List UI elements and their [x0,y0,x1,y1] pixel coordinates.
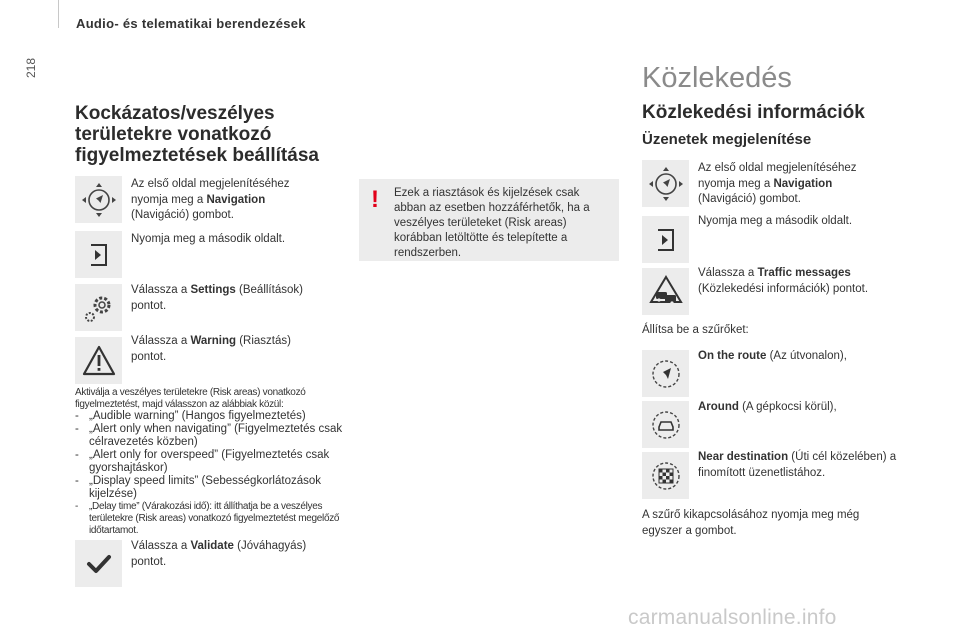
validate-step: Válassza a Validate (Jóváhagyás) pontot. [131,540,307,568]
closing-text: A szűrő kikapcsolásához nyomja meg még egyszer a gombot. [642,509,860,537]
navigation-icon [79,180,119,220]
warning-tile [75,337,122,384]
right-step-2: Nyomja meg a második oldalt. [698,215,853,227]
left-step-2: Nyomja meg a második oldalt. [131,233,286,245]
left-heading: Kockázatos/veszélyes területekre vonatkozó figyelmeztetések beállítása [75,103,319,166]
route-filter-icon [649,357,683,391]
left-step-4: Válassza a Warning (Riasztás) pontot. [131,335,291,363]
checkered-flag-icon [649,459,683,493]
filter-around: Around (A gépkocsi körül), [698,401,837,413]
warning-note-text: Ezek a riasztások és kijelzések csak abban az esetben hozzáférhetők, ha a veszélyes területeket (Risk areas) korábban letöltötte és telepítette a rendszerben. [394,187,590,259]
validate-tile [75,540,122,587]
options-intro: Aktiválja a veszélyes területekre (Risk areas) vonatkozó figyelmeztetést, majd válasszon az alábbiak közül: [75,387,306,410]
filter-around-tile [642,401,689,448]
list-item: - „Alert only when navigating” (Figyelmeztetés csak célravezetés közben) [75,423,343,448]
page-number: 218 [24,57,38,78]
right-heading: Közlekedési információk [642,102,865,123]
left-step-3: Válassza a Settings (Beállítások) pontot. [131,284,303,312]
filter-destination-tile [642,452,689,499]
list-item: - „Display speed limits” (Sebességkorlátozások kijelzése) [75,475,322,500]
next-page-tile-right [642,216,689,263]
list-item: - „Delay time” (Várakozási idő): itt állíthatja be a veszélyes területekre (Risk areas) vonatkozó figyelmeztetést megelőző időtartamot. [75,501,340,536]
next-page-icon [651,225,681,255]
settings-gear-icon [81,290,117,326]
left-step-1: Az első oldal megjelenítéséhez nyomja meg a Navigation (Navigáció) gombot. [131,178,290,221]
navigation-button-tile-right [642,160,689,207]
right-step-1: Az első oldal megjelenítéséhez nyomja meg a Navigation (Navigáció) gombot. [698,162,857,205]
chapter-title: Audio- és telematikai berendezések [76,16,306,31]
filter-label: Állítsa be a szűrőket: [642,324,749,336]
traffic-messages-tile [642,268,689,315]
section-title: Közlekedés [642,62,792,94]
exclamation-icon: ! [371,186,379,213]
traffic-jam-icon [648,274,684,310]
header-rule [58,0,59,28]
filter-on-route: On the route (Az útvonalon), [698,350,847,362]
list-item: - „Alert only for overspeed” (Figyelmeztetés csak gyorshajtáskor) [75,449,330,474]
next-page-icon [84,240,114,270]
navigation-icon [646,164,686,204]
filter-route-tile [642,350,689,397]
car-around-icon [649,408,683,442]
watermark: carmanualsonline.info [628,606,837,629]
checkmark-icon [84,549,114,579]
filter-near-destination: Near destination (Úti cél közelében) a finomított üzenetlistához. [698,451,897,479]
navigation-button-tile [75,176,122,223]
warning-triangle-icon [82,344,116,378]
options-list [75,410,350,537]
right-step-3: Válassza a Traffic messages (Közlekedési információk) pontot. [698,267,869,295]
next-page-tile [75,231,122,278]
list-item: - „Audible warning” (Hangos figyelmeztetés) [75,410,306,422]
right-subheading: Üzenetek megjelenítése [642,131,812,148]
settings-tile [75,284,122,331]
